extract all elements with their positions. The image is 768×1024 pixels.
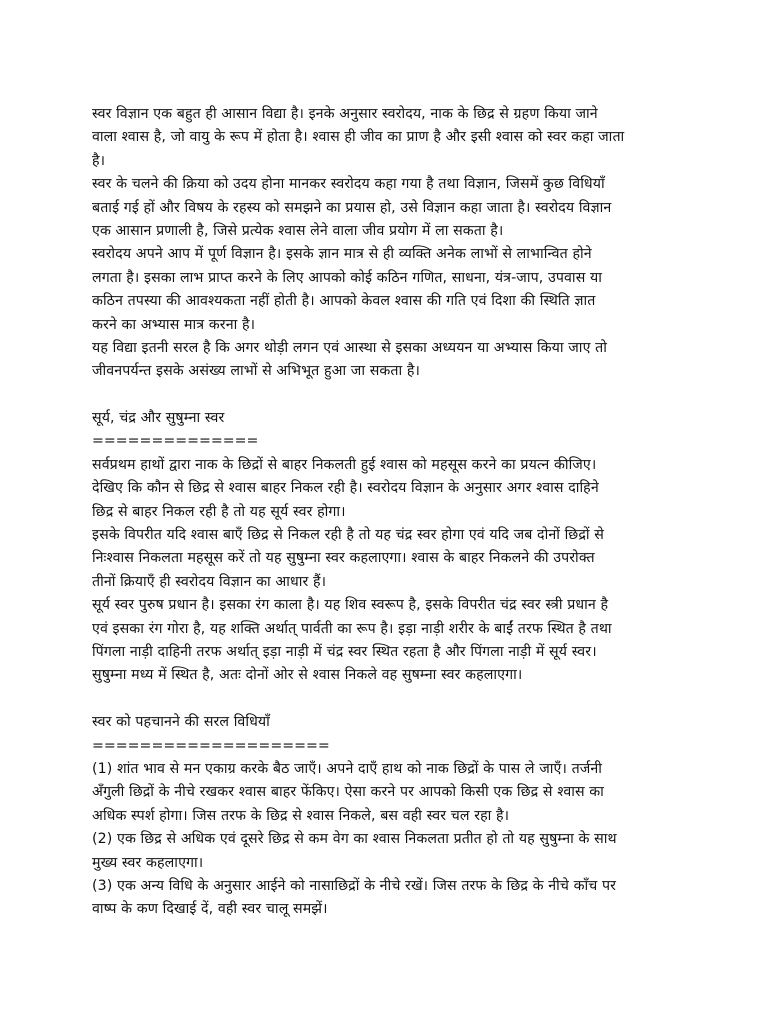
intro-paragraph-4: [92, 337, 690, 384]
method-1: [92, 758, 690, 828]
intro-paragraph-3: [92, 243, 690, 337]
heading-underline-rule: ==============: [92, 433, 259, 450]
section-surya-chandra-sushumna: [92, 407, 690, 688]
text-line: यह विद्या इतनी सरल है कि अगर थोड़ी लगन एवं आस्था से इसका अध्ययन या अभ्यास किया जाए तो: [92, 339, 608, 356]
text-line: सुषुम्ना मध्य में स्थित है, अतः दोनों ओर से श्वास निकले वह सुषम्ना स्वर कहलाएगा।: [92, 667, 523, 684]
text-line: स्वर के चलने की क्रिया को उदय होना मानकर स्वरोदय कहा गया है तथा विज्ञान, जिसमें कुछ विधियाँ: [92, 176, 605, 193]
blank-line: [92, 384, 690, 407]
intro-paragraph-2: [92, 173, 690, 243]
document-page: [92, 103, 690, 922]
method-2: [92, 828, 690, 875]
text-line: इसके विपरीत यदि श्वास बाएँ छिद्र से निकल रही है तो यह चंद्र स्वर होगा एवं यदि जब दोनों छिद्रों से: [92, 527, 604, 544]
text-line: निःश्वास निकलता महसूस करें तो यह सुषुम्ना स्वर कहलाएगा। श्वास के बाहर निकलने की उपरोक्त: [92, 550, 595, 567]
text-line: सर्वप्रथम हाथों द्वारा नाक के छिद्रों से बाहर निकलती हुई श्वास को महसूस करने का प्रयत्न कीजिए।: [92, 456, 597, 473]
text-line: एक आसान प्रणाली है, जिसे प्रत्येक श्वास लेने वाला जीव प्रयोग में ला सकता है।: [92, 222, 504, 239]
text-line: वाष्प के कण दिखाई दें, वही स्वर चालू समझें।: [92, 901, 328, 918]
text-line: है।: [92, 152, 106, 169]
section1-paragraph-3: [92, 594, 690, 688]
text-line: लगता है। इसका लाभ प्राप्त करने के लिए आपको कोई कठिन गणित, साधना, यंत्र-जाप, उपवास या: [92, 269, 602, 286]
heading-underline-rule: ====================: [92, 737, 330, 754]
text-line: बताई गई हों और विषय के रहस्य को समझने का प्रयास हो, उसे विज्ञान कहा जाता है। स्वरोदय विज्ञान: [92, 199, 612, 216]
text-line: अँगुली छिद्रों के नीचे रखकर श्वास बाहर फेंकिए। ऐसा करने पर आपको किसी एक छिद्र से श्वास का: [92, 784, 604, 801]
text-line: पिंगला नाड़ी दाहिनी तरफ अर्थात् इड़ा नाड़ी में चंद्र स्वर स्थित रहता है और पिंगला नाड़ी में सूर्य स्वर।: [92, 643, 597, 660]
section-heading: स्वर को पहचानने की सरल विधियाँ: [92, 714, 270, 731]
section1-paragraph-1: [92, 454, 690, 524]
text-line: स्वर विज्ञान एक बहुत ही आसान विद्या है। इनके अनुसार स्वरोदय, नाक के छिद्र से ग्रहण किया जाने: [92, 106, 598, 122]
text-line: तीनों क्रियाएँ ही स्वरोदय विज्ञान का आधार हैं।: [92, 573, 327, 590]
text-line: देखिए कि कौन से छिद्र से श्वास बाहर निकल रही है। स्वरोदय विज्ञान के अनुसार अगर श्वास दाहिने: [92, 480, 599, 497]
text-line: वाला श्वास है, जो वायु के रूप में होता है। श्वास ही जीव का प्राण है और इसी श्वास को स्वर कहा जाता: [92, 129, 625, 146]
section1-paragraph-2: [92, 524, 690, 594]
intro-paragraph-1: [92, 103, 690, 173]
text-line: एवं इसका रंग गोरा है, यह शक्ति अर्थात् पार्वती का रूप है। इड़ा नाड़ी शरीर के बाईं तरफ स्थित है तथा: [92, 620, 612, 637]
section-swar-identification-methods: [92, 711, 690, 922]
text-line: अधिक स्पर्श होगा। जिस तरफ के छिद्र से श्वास निकले, बस वही स्वर चल रहा है।: [92, 807, 510, 824]
method-3: [92, 875, 690, 922]
text-line: करने का अभ्यास मात्र करना है।: [92, 316, 256, 333]
text-line: मुख्य स्वर कहलाएगा।: [92, 854, 204, 871]
text-line: जीवनपर्यन्त इसके असंख्य लाभों से अभिभूत हुआ जा सकता है।: [92, 363, 420, 380]
text-line: स्वरोदय अपने आप में पूर्ण विज्ञान है। इसके ज्ञान मात्र से ही व्यक्ति अनेक लाभों से लाभान्वित होने: [92, 246, 592, 263]
text-line: सूर्य स्वर पुरुष प्रधान है। इसका रंग काला है। यह शिव स्वरूप है, इसके विपरीत चंद्र स्वर स्त्री प्रधान है: [92, 597, 609, 614]
text-line: कठिन तपस्या की आवश्यकता नहीं होती है। आपको केवल श्वास की गति एवं दिशा की स्थिति ज्ञात: [92, 293, 596, 310]
text-line: छिद्र से बाहर निकल रही है तो यह सूर्य स्वर होगा।: [92, 503, 346, 520]
section-heading: सूर्य, चंद्र और सुषुम्ना स्वर: [92, 410, 225, 427]
text-line: (1) शांत भाव से मन एकाग्र करके बैठ जाएँ। अपने दाएँ हाथ को नाक छिद्रों के पास ले जाएँ। तर्जनी: [92, 760, 603, 777]
text-line: (3) एक अन्य विधि के अनुसार आईने को नासाछिद्रों के नीचे रखें। जिस तरफ के छिद्र के नीचे काँच पर: [92, 877, 617, 894]
blank-line: [92, 688, 690, 711]
text-line: (2) एक छिद्र से अधिक एवं दूसरे छिद्र से कम वेग का श्वास निकलता प्रतीत हो तो यह सुषुम्ना के साथ: [92, 831, 617, 848]
